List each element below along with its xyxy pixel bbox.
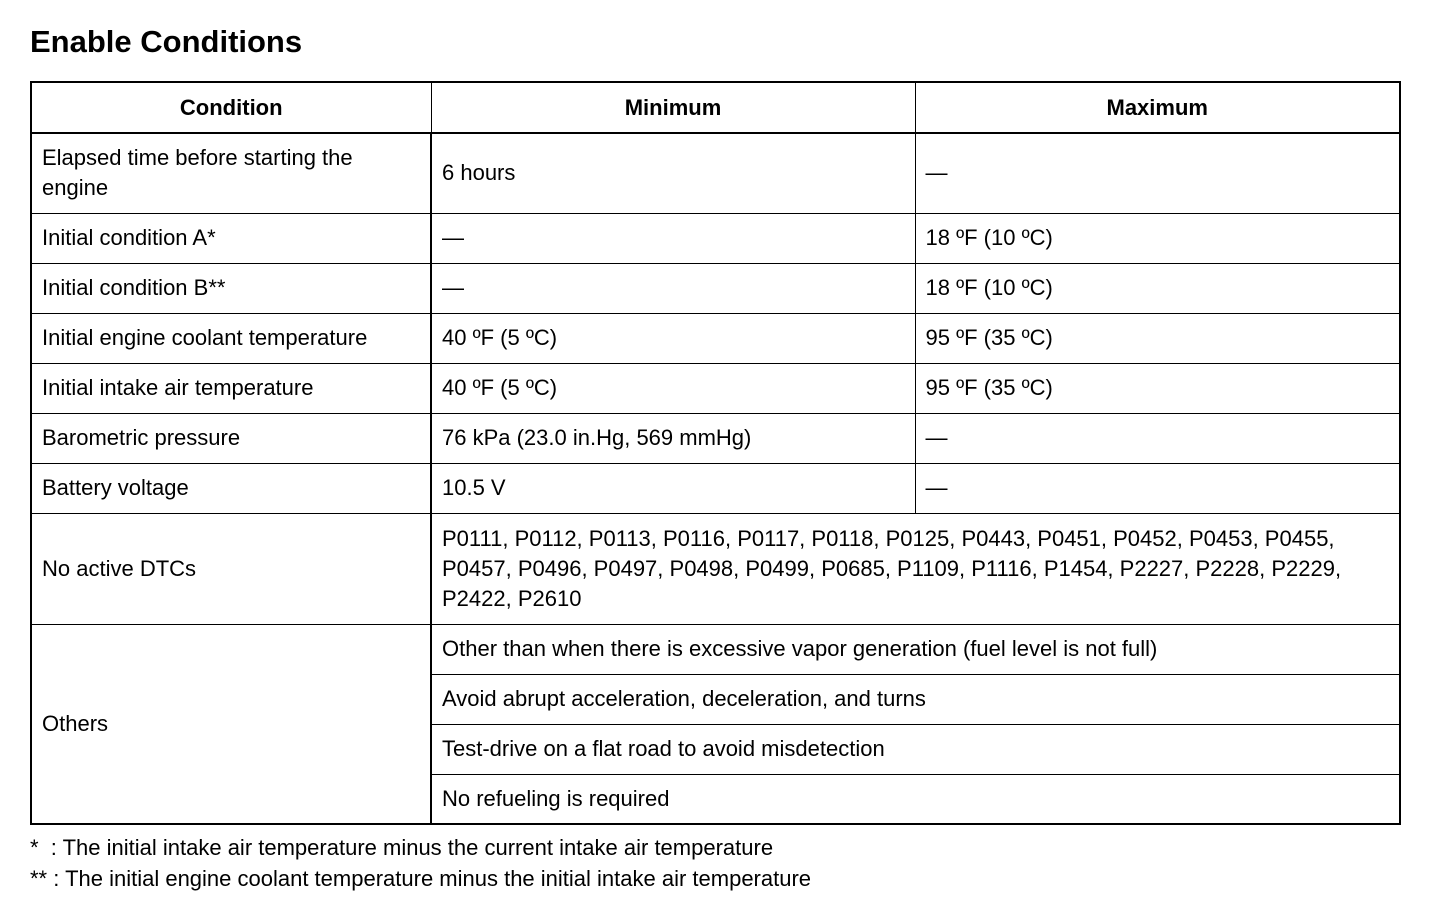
header-maximum: Maximum [915,82,1400,133]
condition-cell: Initial condition B** [31,263,431,313]
dtc-row [31,513,1400,624]
others-item-cell: No refueling is required [431,774,1400,824]
maximum-cell: — [915,133,1400,213]
minimum-cell: 40 ºF (5 ºC) [431,313,915,363]
others-condition-cell: Others [31,624,431,824]
maximum-cell: 95 ºF (35 ºC) [915,363,1400,413]
table-row [31,413,1400,463]
maximum-cell: — [915,413,1400,463]
condition-cell: Battery voltage [31,463,431,513]
table-row [31,213,1400,263]
table-header-row [31,82,1400,133]
maximum-cell: 18 ºF (10 ºC) [915,213,1400,263]
footnotes [30,832,811,894]
minimum-cell: — [431,213,915,263]
others-item-cell: Avoid abrupt acceleration, deceleration, and turns [431,674,1400,724]
header-condition: Condition [31,82,431,133]
dtc-list-cell: P0111, P0112, P0113, P0116, P0117, P0118, P0125, P0443, P0451, P0452, P0453, P0455, P0457, P0496, P0497, P0498, P0499, P0685, P1109, P1116, P1454, P2227, P2228, P2229, P2422, P2610 [431,513,1400,624]
others-item-cell: Test-drive on a flat road to avoid misdetection [431,724,1400,774]
condition-cell: Barometric pressure [31,413,431,463]
enable-conditions-table [30,81,1401,825]
minimum-cell: — [431,263,915,313]
header-minimum: Minimum [431,82,915,133]
footnote-double-asterisk: ** : The initial engine coolant temperature minus the initial intake air temperature [30,866,812,891]
maximum-cell: 95 ºF (35 ºC) [915,313,1400,363]
dtc-condition-cell: No active DTCs [31,513,431,624]
condition-cell: Initial engine coolant temperature [31,313,431,363]
minimum-cell: 10.5 V [431,463,915,513]
table-row [31,463,1400,513]
condition-cell: Initial intake air temperature [31,363,431,413]
others-row [31,624,1400,674]
minimum-cell: 40 ºF (5 ºC) [431,363,915,413]
table-row [31,313,1400,363]
condition-cell: Elapsed time before starting the engine [31,133,431,213]
minimum-cell: 76 kPa (23.0 in.Hg, 569 mmHg) [431,413,915,463]
footnote-single-asterisk: * : The initial intake air temperature minus the current intake air temperature [30,835,774,860]
others-item-cell: Other than when there is excessive vapor generation (fuel level is not full) [431,624,1400,674]
condition-cell: Initial condition A* [31,213,431,263]
table-row [31,363,1400,413]
minimum-cell: 6 hours [431,133,915,213]
page-title: Enable Conditions [30,24,303,59]
table-row [31,133,1400,213]
table-row [31,263,1400,313]
maximum-cell: 18 ºF (10 ºC) [915,263,1400,313]
maximum-cell: — [915,463,1400,513]
